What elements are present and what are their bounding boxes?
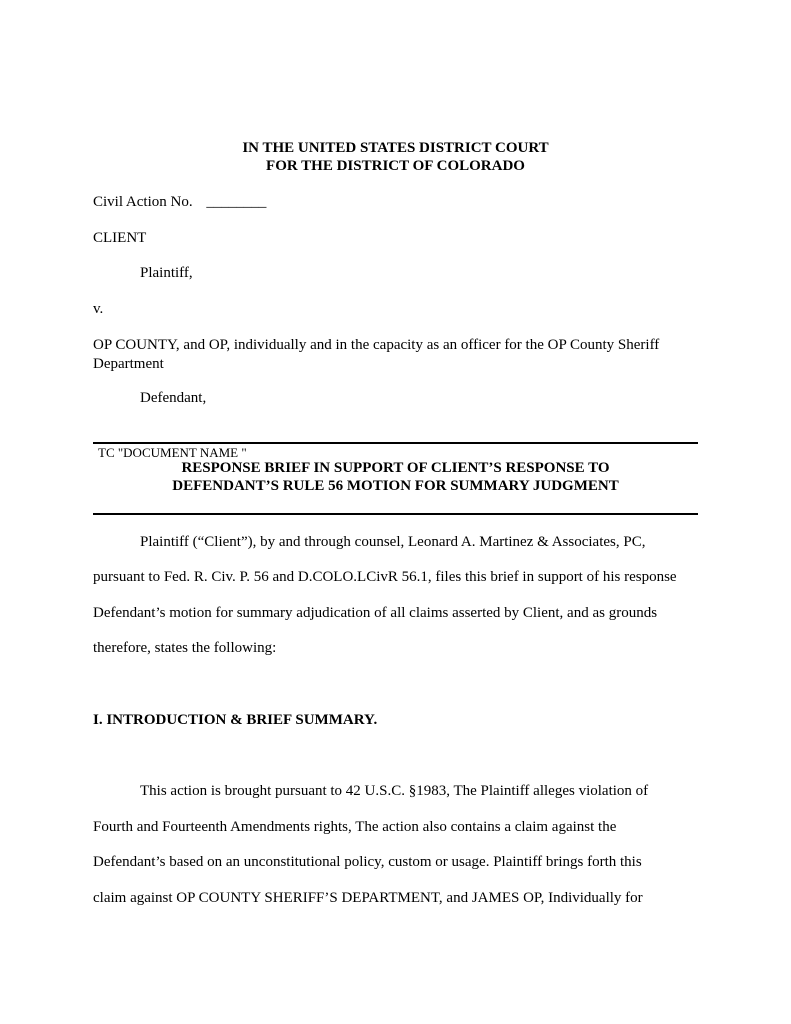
- intro-paragraph-line-2: pursuant to Fed. R. Civ. P. 56 and D.COLO.LCivR 56.1, files this brief in support of his response: [93, 569, 677, 585]
- intro-paragraph-line-1: Plaintiff (“Client”), by and through counsel, Leonard A. Martinez & Associates, PC,: [140, 534, 646, 550]
- civil-action-field: [93, 194, 266, 211]
- plaintiff-role: Plaintiff,: [140, 265, 193, 281]
- court-name-line-1: IN THE UNITED STATES DISTRICT COURT: [242, 140, 549, 156]
- intro-paragraph-line-4: therefore, states the following:: [93, 640, 277, 656]
- intro-paragraph-line-3: Defendant’s motion for summary adjudication of all claims asserted by Client, and as grounds: [93, 605, 658, 621]
- section-paragraph-line-2: Fourth and Fourteenth Amendments rights, The action also contains a claim against the: [93, 819, 617, 835]
- document-title-line-2: DEFENDANT’S RULE 56 MOTION FOR SUMMARY JUDGMENT: [172, 478, 619, 494]
- document-title-line-1: RESPONSE BRIEF IN SUPPORT OF CLIENT’S RESPONSE TO: [181, 460, 610, 476]
- plaintiff-name: CLIENT: [93, 230, 147, 246]
- court-name-line-2: FOR THE DISTRICT OF COLORADO: [266, 158, 525, 174]
- versus-label: v.: [93, 301, 104, 317]
- section-paragraph-line-3: Defendant’s based on an unconstitutional policy, custom or usage. Plaintiff brings forth this: [93, 854, 642, 870]
- toc-field-code: TC "DOCUMENT NAME ": [98, 445, 247, 460]
- section-paragraph-line-4: claim against OP COUNTY SHERIFF’S DEPARTMENT, and JAMES OP, Individually for: [93, 890, 643, 906]
- civil-action-blank: ________: [206, 194, 267, 210]
- section-paragraph-line-1: This action is brought pursuant to 42 U.S.C. §1983, The Plaintiff alleges violation of: [140, 783, 649, 799]
- section-heading: I. INTRODUCTION & BRIEF SUMMARY.: [93, 712, 378, 728]
- civil-action-label: Civil Action No.: [93, 194, 193, 210]
- title-rule-top: [93, 442, 698, 444]
- defendant-name: OP COUNTY, and OP, individually and in the capacity as an officer for the OP County Sheriff Department: [93, 337, 660, 372]
- defendant-role: Defendant,: [140, 390, 207, 406]
- title-rule-bottom: [93, 513, 698, 515]
